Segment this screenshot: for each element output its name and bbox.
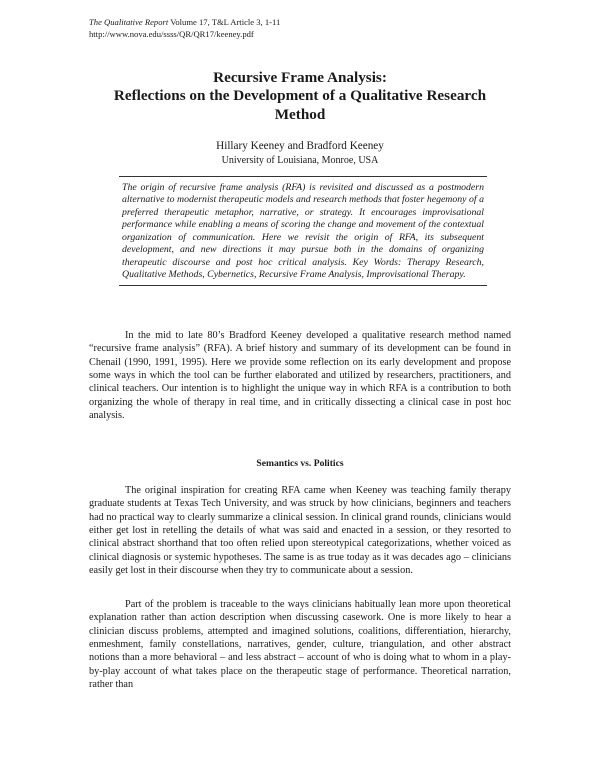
intro-paragraph: In the mid to late 80’s Bradford Keeney developed a qualitative research method named “recursive frame analysis” (RFA). A brief history and summary of its development can be found in Chenail (1990, 1991, 1995). Here we provide some reflection on its early development and propose some ways in which the tool can be further elaborated and utilized by researchers, practitioners, and clinical teachers. Our intention is to highlight the unique way in which RFA is a contribution to both organizing the whole of therapy in real time, and in critically dissecting a clinical case in post hoc analysis. — [89, 330, 511, 422]
title-line-2: Reflections on the Development of a Qualitative Research — [113, 87, 487, 105]
article-url[interactable]: http://www.nova.edu/ssss/QR/QR17/keeney.pdf — [89, 28, 254, 39]
title-line-1: Recursive Frame Analysis: — [213, 69, 387, 86]
journal-issue: Volume 17, T&L Article 3, 1-11 — [168, 17, 281, 27]
journal-citation — [89, 17, 280, 29]
abstract-text: The origin of recursive frame analysis (RFA) is revisited and discussed as a postmodern alternative to modernist therapeutic models and research methods that foster hegemony of a preferred therapeutic metaphor, narrative, or strategy. It encourages improvisational performance while enabling a means of scoring the change and movement of the contextual organization of communication. Here we revisit the origin of RFA, its subsequent development, and new directions it may pursue both in the domains of organizing therapeutic discourse and post hoc critical analysis. Key Words: Therapy Research, Qualitative Methods, Cybernetics, Recursive Frame Analysis, Improvisational Therapy. — [122, 182, 484, 281]
section-heading: Semantics vs. Politics — [256, 458, 344, 469]
affiliation: University of Louisiana, Monroe, USA — [221, 155, 379, 166]
journal-header — [89, 17, 280, 40]
authors: Hillary Keeney and Bradford Keeney — [216, 140, 384, 152]
paper-title — [89, 69, 511, 124]
body-paragraph-1: The original inspiration for creating RFA came when Keeney was teaching family therapy graduate students at Texas Tech University, and was struck by how clinicians, beginners and teachers had no practical way to clearly summarize a clinical session. In clinical grand rounds, clinicians would either get lost in retelling the details of what was said and enacted in a session, or they resorted to clinical abstract shorthand that too often relied upon stereotypical categorizations, whether voiced as clinical diagnosis or systemic hypotheses. The same is as true today as it was decades ago – clinicians easily get lost in their discourse when they try to communicate about a session. — [89, 485, 511, 577]
abstract-box — [119, 176, 487, 286]
title-line-3: Method — [274, 105, 326, 123]
body-paragraph-2: Part of the problem is traceable to the ways clinicians habitually lean more upon theoretical explanation rather than action description when discussing casework. One is more likely to hear a clinician discuss problems, attempted and imagined solutions, coalitions, differentiation, hierarchy, enmeshment, family constellations, narratives, gender, culture, triangulation, and other abstract notions than a more behavioral – and less abstract – account of who is doing what to whom in a play-by-play account of what takes place on the therapeutic stage of performance. Theoretical narration, rather than — [89, 599, 511, 691]
journal-name: The Qualitative Report — [89, 17, 169, 27]
